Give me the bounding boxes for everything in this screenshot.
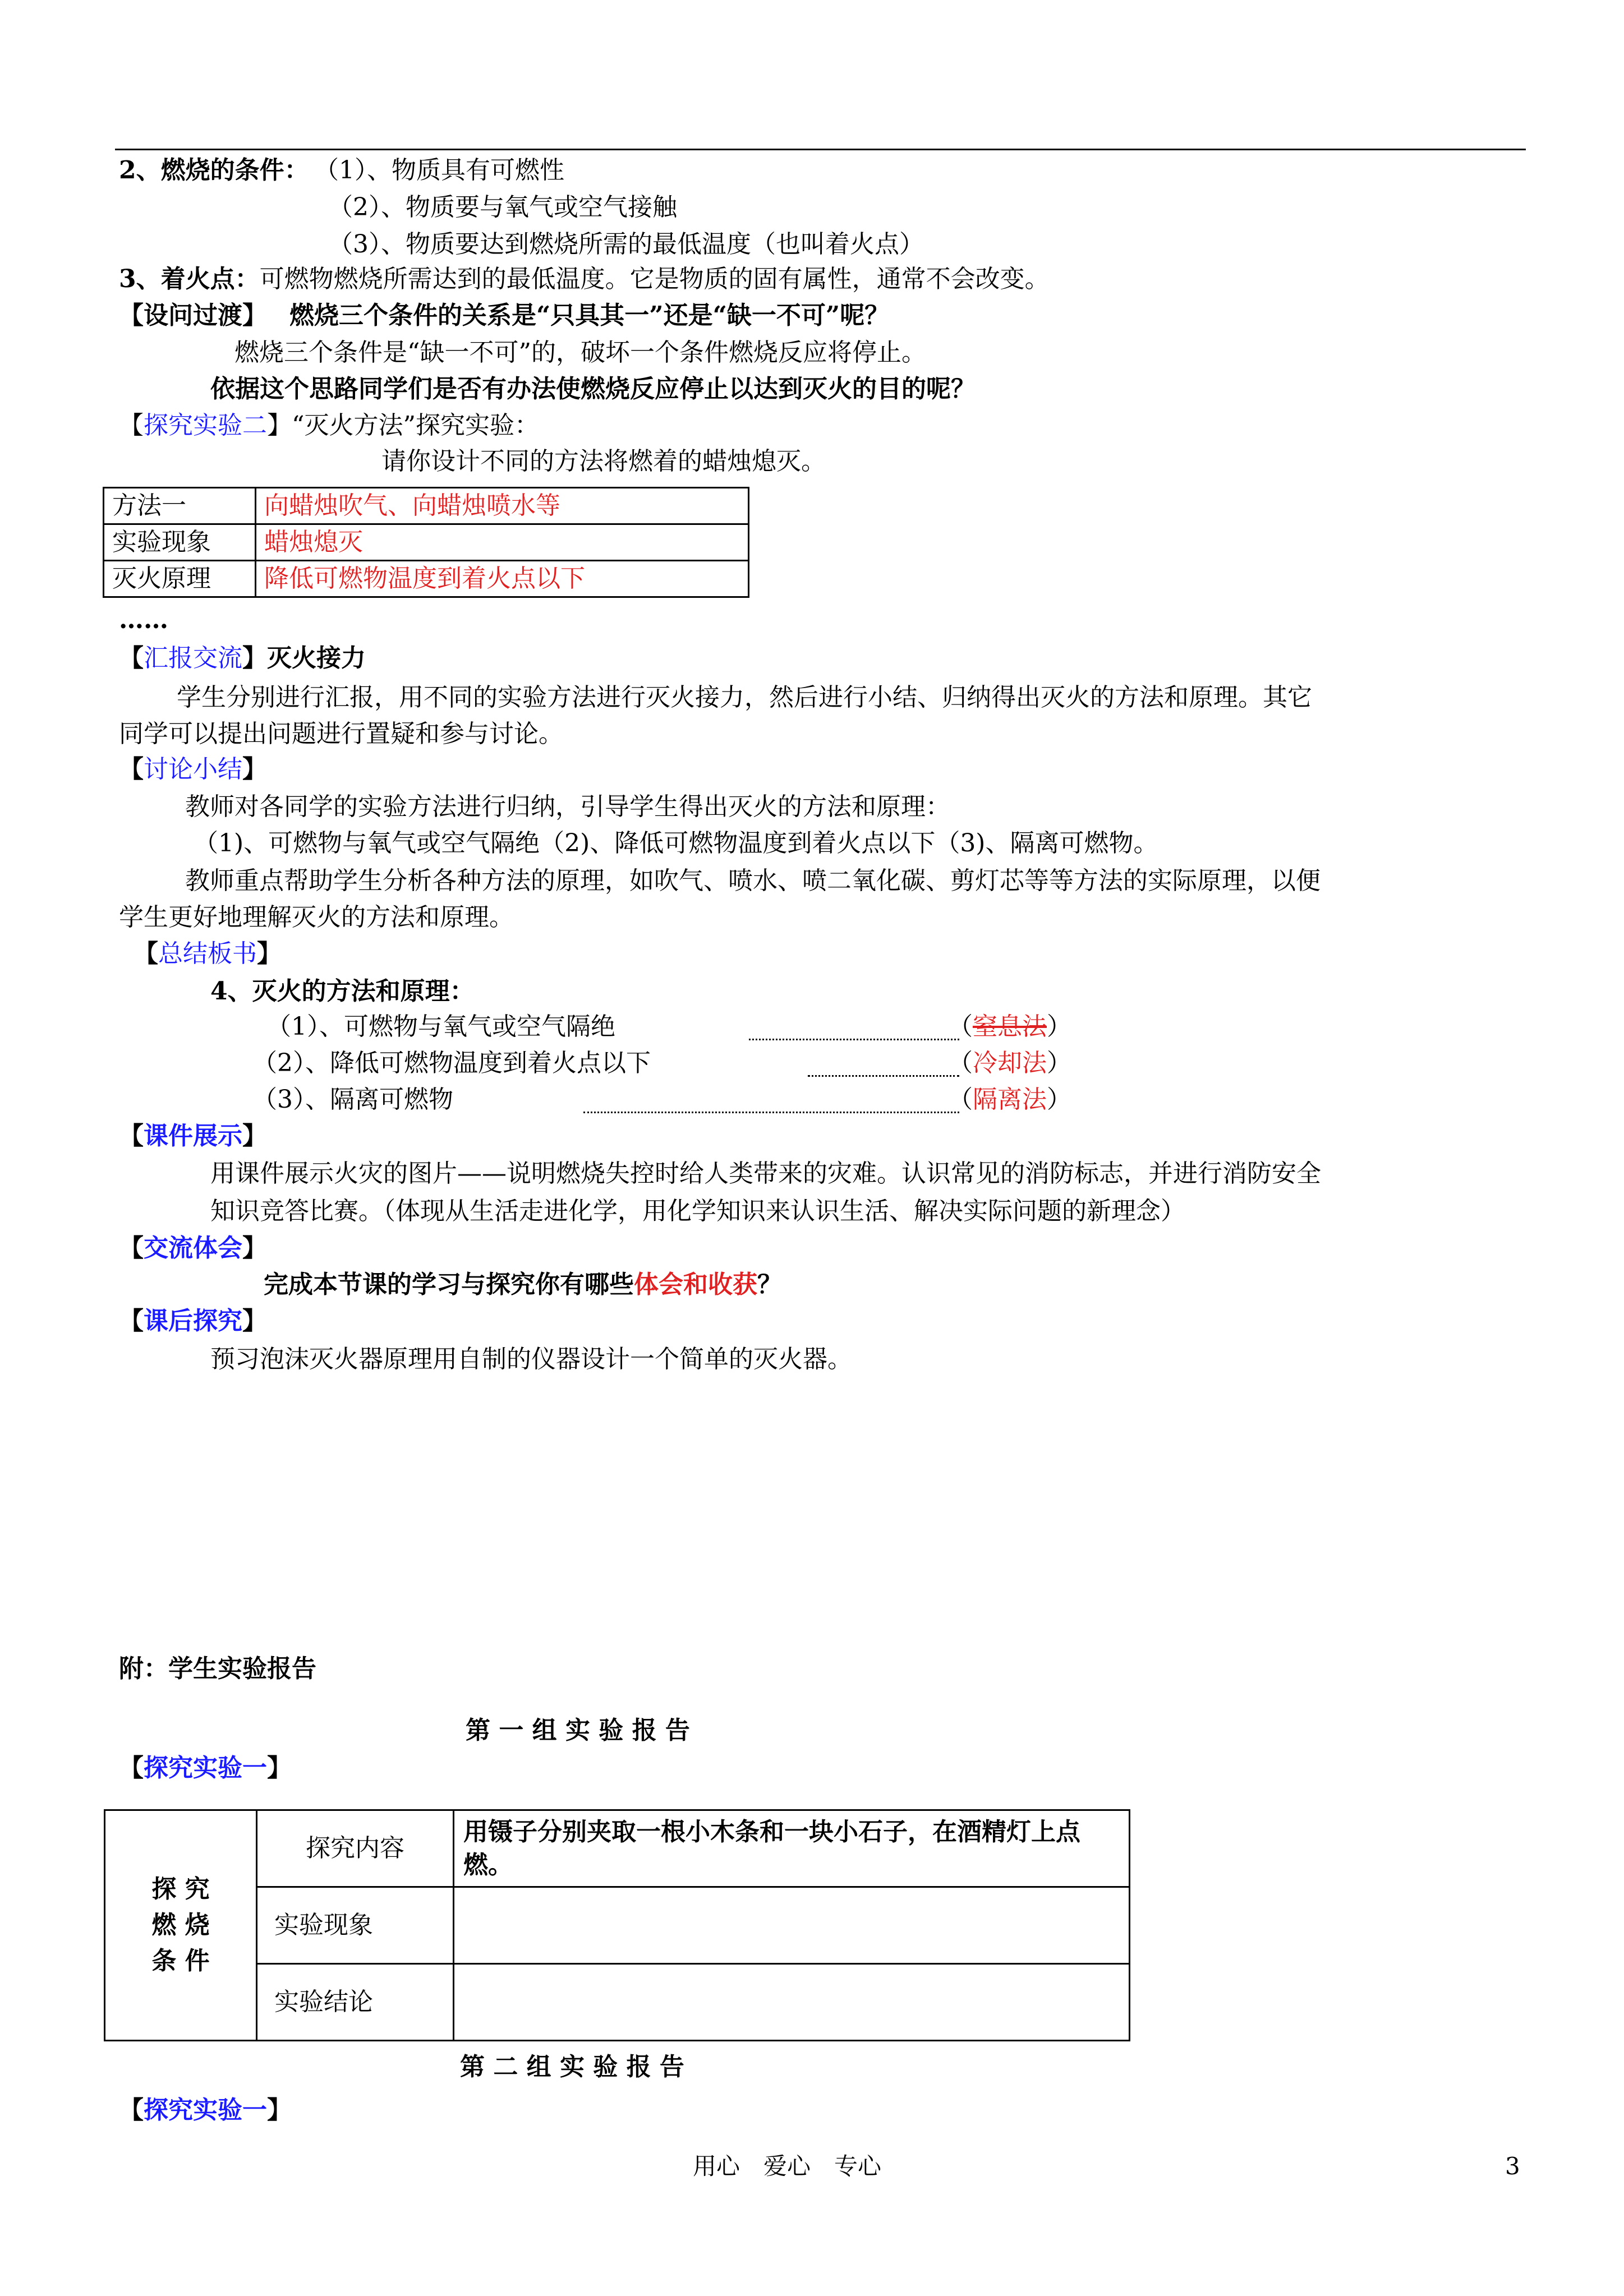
exp2-heading [119,411,539,441]
row-label: 灭火原理 [104,561,256,597]
report-table [104,1809,1130,2041]
row-value: 降低可燃物温度到着火点以下 [256,561,749,597]
summary-item-2: （2）、降低可燃物温度到着火点以下 [252,1049,651,1077]
discuss-line-1: 教师对各同学的实验方法进行归纳，引导学生得出灭火的方法和原理： [185,792,950,821]
row-value: 向蜡烛吹气、向蜡烛喷水等 [256,488,749,524]
courseware-line-2: 知识竞答比赛。（体现从生活走进化学，用化学知识来认识生活、解决实际问题的新理念） [210,1197,1185,1225]
page-number: 3 [1505,2152,1520,2180]
exchange-tag: 【交流体会】 [119,1234,267,1262]
row-label: 方法一 [104,488,256,524]
summary-answer-2: （冷却法） [948,1049,1071,1077]
table-row [104,488,749,524]
exchange-question: 完成本节课的学习与探究你有哪些体会和收获？ [264,1270,782,1299]
side-label: 探 究 燃 烧 条 件 [105,1810,257,2041]
row-value: 蜡烛熄灭 [256,524,749,561]
discuss-line-3: 教师重点帮助学生分析各种方法的原理，如吹气、喷水、喷二氧化碳、剪灯芯等等方法的实际原理，以便 [185,866,1321,895]
leader-dots [749,1039,959,1040]
exp1-heading-2: 【探究实验一】 [119,2096,292,2124]
row-label: 实验结论 [257,1964,454,2041]
transition-heading [119,301,889,331]
after-tag: 【课后探究】 [119,1307,267,1335]
section-3 [119,265,1050,294]
ellipsis: …… [119,606,168,634]
exp1-heading: 【探究实验一】 [119,1754,292,1782]
extinguish-method-table [103,487,749,598]
summary-title: 4、灭火的方法和原理： [210,977,475,1006]
table-row [104,561,749,597]
discuss-line-2: （1)、可燃物与氧气或空气隔绝（2)、降低可燃物温度到着火点以下（3)、隔离可燃物。 [194,829,1158,857]
table-row [105,1964,1130,2041]
exp2-tag-open: 【 [119,411,144,440]
transition-question-2: 依据这个思路同学们是否有办法使燃烧反应停止以达到灭火的目的呢？ [210,375,976,403]
header-rule [115,149,1526,150]
row-label: 探究内容 [257,1810,454,1887]
transition-question: 燃烧三个条件的关系是“只具其一”还是“缺一不可”呢？ [289,301,890,330]
courseware-tag: 【课件展示】 [119,1122,267,1150]
row-value [454,1887,1130,1964]
condition-2: （2）、物质要与氧气或空气接触 [328,193,677,222]
discuss-line-4: 学生更好地理解灭火的方法和原理。 [119,903,514,932]
report-title: 灭火接力 [267,644,366,672]
row-label: 实验现象 [257,1887,454,1964]
table-row [105,1887,1130,1964]
report-tag: 【汇报交流】 [119,644,267,672]
summary-tag: 【总结板书】 [134,939,282,968]
section-2-title: 2、燃烧的条件： [119,156,309,185]
transition-tag: 【设问过渡】 [119,301,267,330]
section-3-text: 可燃物燃烧所需达到的最低温度。它是物质的固有属性，通常不会改变。 [259,265,1050,293]
report-heading [119,644,366,674]
leader-dots [583,1112,959,1113]
table-row [104,524,749,561]
row-label: 实验现象 [104,524,256,561]
exp2-tag-close: 】 [267,411,292,440]
exp2-prompt: 请你设计不同的方法将燃着的蜡烛熄灭。 [381,447,826,476]
courseware-line-1: 用课件展示火灾的图片——说明燃烧失控时给人类带来的灾难。认识常见的消防标志，并进行消防安全 [210,1159,1321,1188]
transition-answer: 燃烧三个条件是“缺一不可”的，破坏一个条件燃烧反应将停止。 [234,338,926,367]
summary-answer-1: （窒息法） [948,1012,1071,1041]
leader-dots [808,1075,959,1077]
footer-motto: 用心 爱心 专心 [693,2152,882,2180]
exp2-title: “灭火方法”探究实验： [292,411,539,440]
group-1-title: 第 一 组 实 验 报 告 [466,1716,690,1745]
summary-item-1: （1）、可燃物与氧气或空气隔绝 [266,1012,615,1041]
section-3-title: 3、着火点： [119,265,260,293]
exp2-tag-word: 探究实验二 [144,411,267,440]
after-text: 预习泡沫灭火器原理用自制的仪器设计一个简单的灭火器。 [210,1345,852,1373]
appendix-title: 附：学生实验报告 [119,1654,316,1683]
group-2-title: 第 二 组 实 验 报 告 [460,2053,684,2081]
summary-answer-3: （隔离法） [948,1085,1071,1114]
report-line-1: 学生分别进行汇报，用不同的实验方法进行灭火接力，然后进行小结、归纳得出灭火的方法和原理。其它 [177,683,1312,712]
condition-3: （3）、物质要达到燃烧所需的最低温度（也叫着火点） [328,230,924,259]
row-value [454,1964,1130,2041]
discuss-tag: 【讨论小结】 [119,755,267,783]
table-row [105,1810,1130,1887]
report-line-2: 同学可以提出问题进行置疑和参与讨论。 [119,720,563,748]
summary-item-3: （3）、隔离可燃物 [252,1085,453,1114]
condition-1: （1）、物质具有可燃性 [314,156,564,185]
row-value: 用镊子分别夹取一根小木条和一块小石子，在酒精灯上点燃。 [454,1810,1130,1887]
